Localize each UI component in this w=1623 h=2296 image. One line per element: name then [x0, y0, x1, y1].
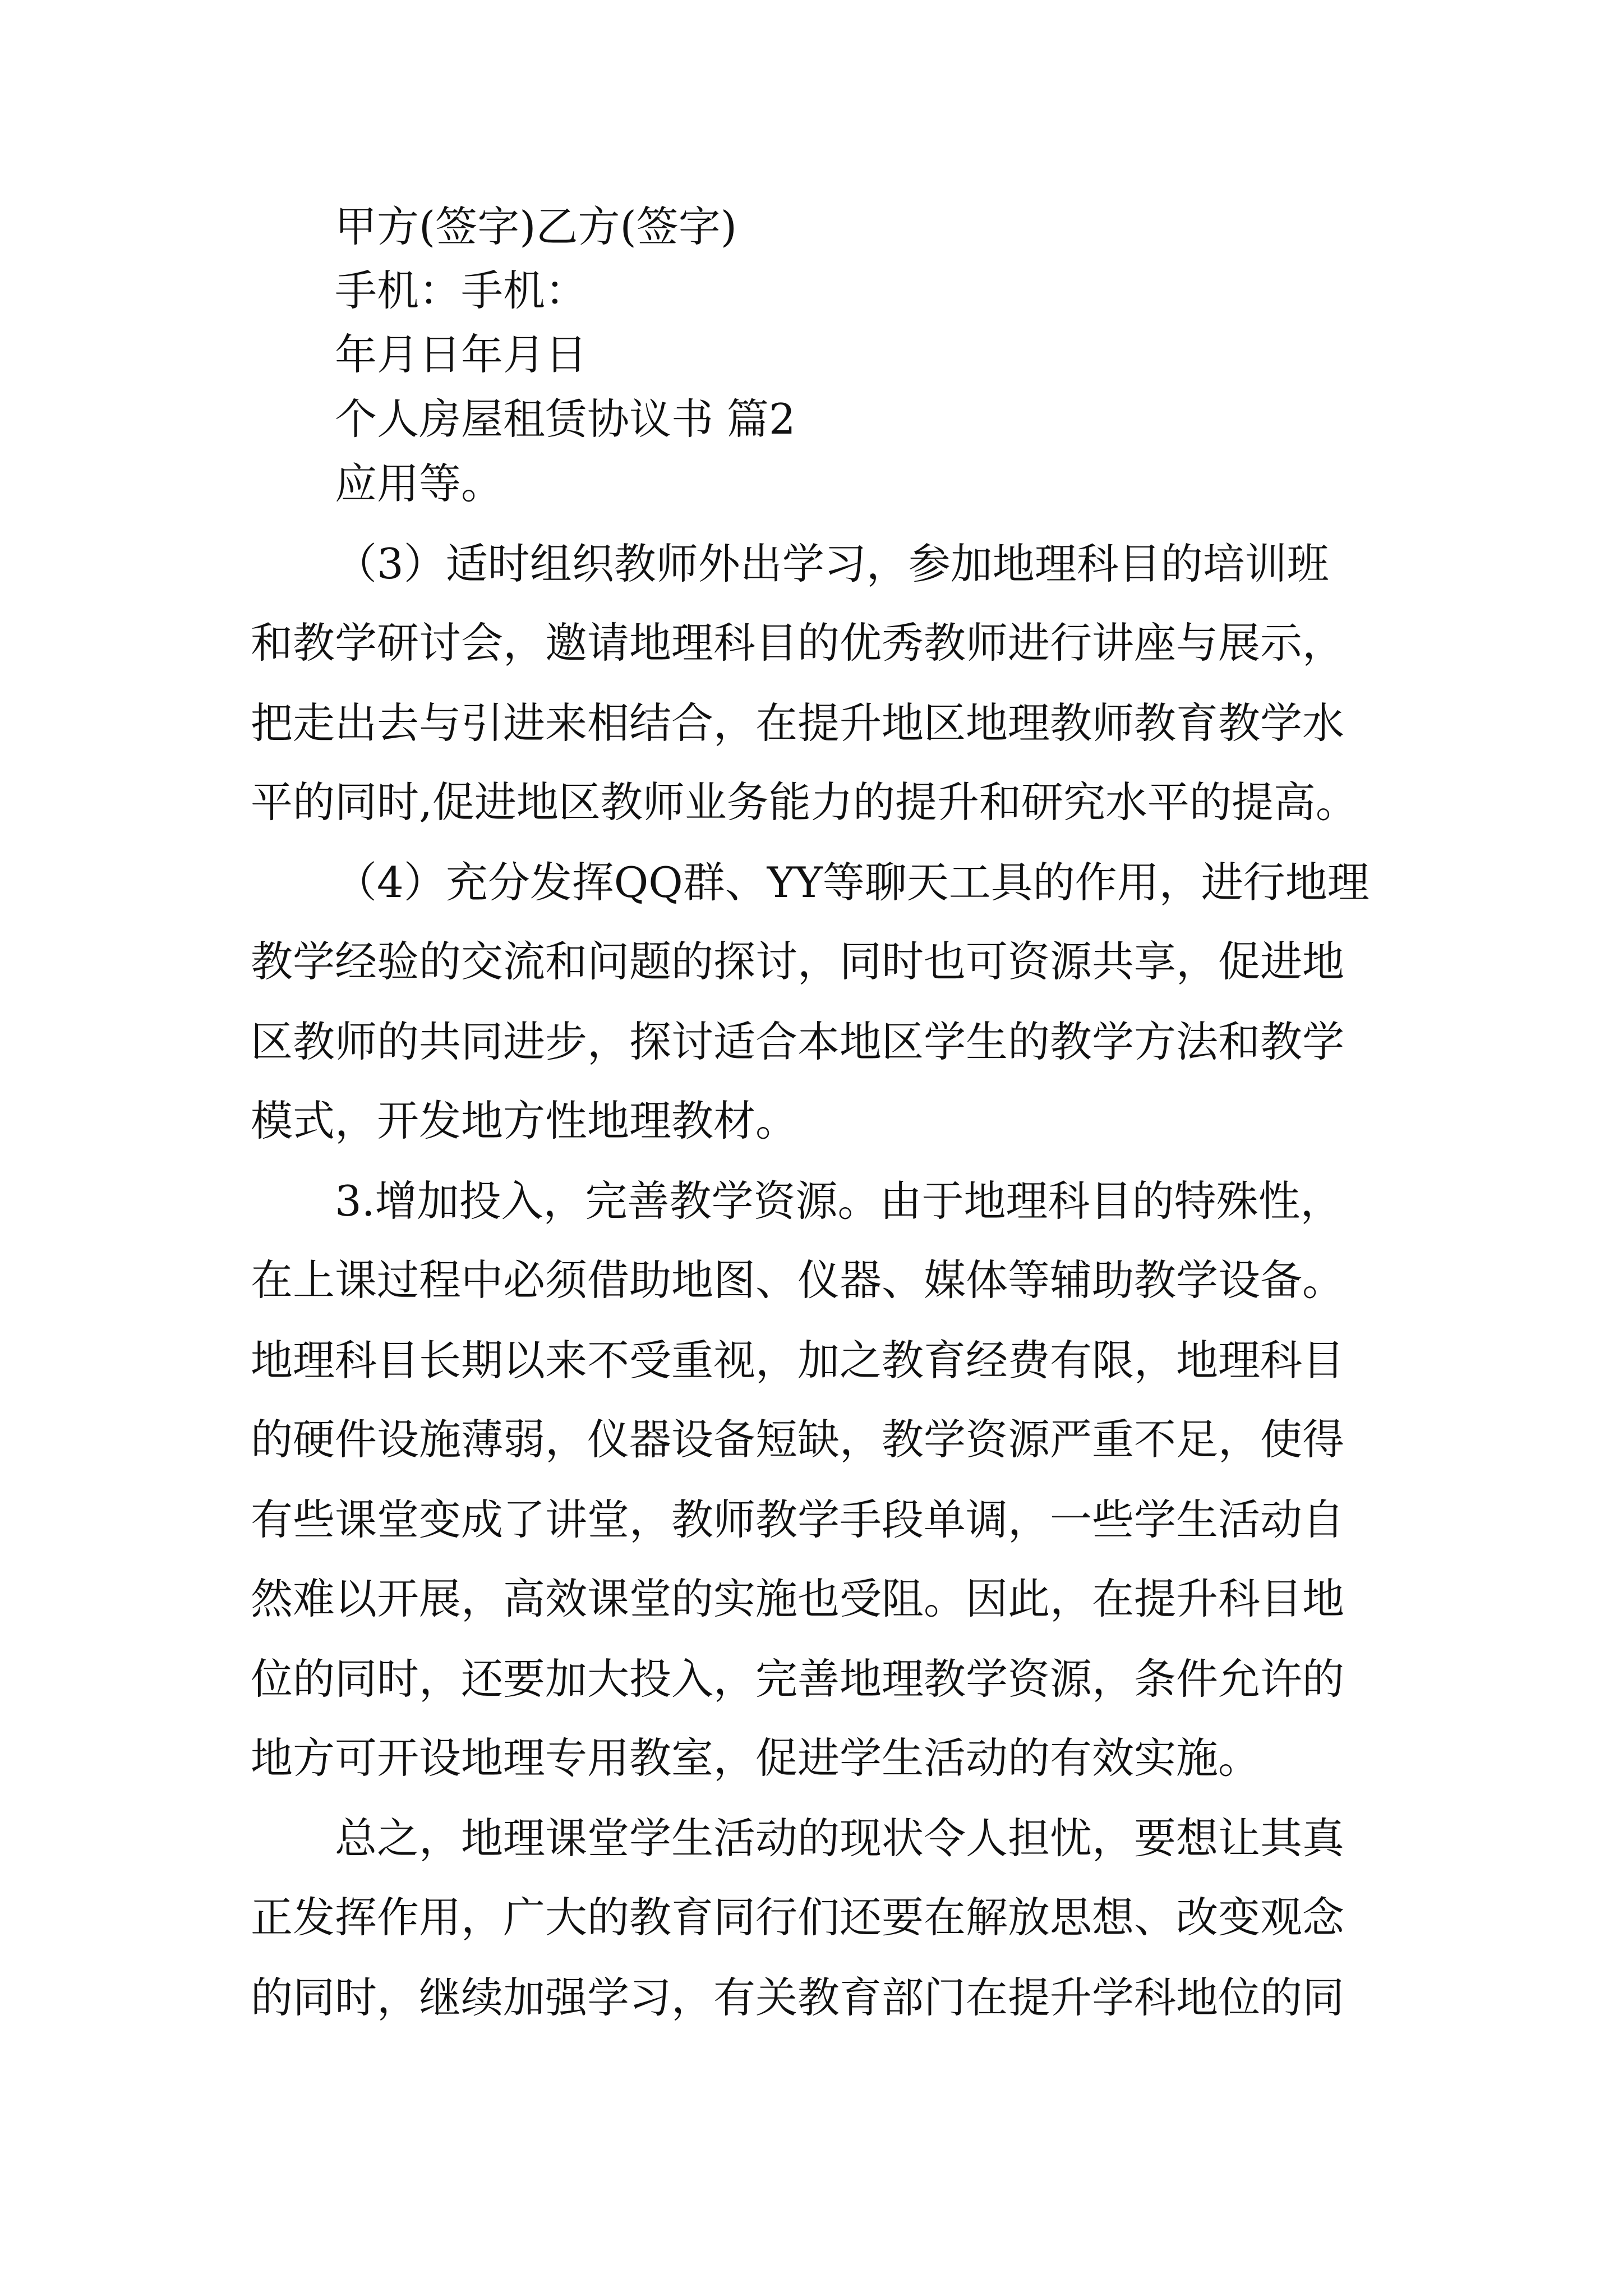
signature-line: 甲方(签字)乙方(签字) — [335, 202, 737, 251]
paragraph-line: 区教师的共同进步，探讨适合本地区学生的教学方法和教学 — [251, 1017, 1345, 1066]
paragraph-line: 3.增加投入，完善教学资源。由于地理科目的特殊性， — [335, 1176, 1343, 1226]
phone-line: 手机：手机： — [335, 266, 588, 315]
paragraph-line: 有些课堂变成了讲堂，教师教学手段单调，一些学生活动自 — [251, 1495, 1345, 1544]
paragraph-line: 地方可开设地理专用教室，促进学生活动的有效实施。 — [251, 1733, 1261, 1783]
section-title: 个人房屋租赁协议书 篇2 — [335, 394, 796, 444]
paragraph-line: 的硬件设施薄弱，仪器设备短缺，教学资源严重不足，使得 — [251, 1415, 1345, 1464]
paragraph-line: 位的同时，还要加大投入，完善地理教学资源，条件允许的 — [251, 1654, 1345, 1704]
paragraph-line: 的同时，继续加强学习，有关教育部门在提升学科地位的同 — [251, 1973, 1345, 2022]
paragraph-line: 总之，地理课堂学生活动的现状令人担忧，要想让其真 — [335, 1814, 1345, 1863]
paragraph-line: 地理科目长期以来不受重视，加之教育经费有限，地理科目 — [251, 1336, 1345, 1385]
paragraph-line: 模式，开发地方性地理教材。 — [251, 1096, 798, 1145]
paragraph-line: 然难以开展，高效课堂的实施也受阻。因此，在提升科目地 — [251, 1574, 1345, 1623]
paragraph-line: 和教学研讨会，邀请地理科目的优秀教师进行讲座与展示， — [251, 618, 1345, 668]
date-line: 年月日年月日 — [335, 330, 588, 379]
paragraph-line: 在上课过程中必须借助地图、仪器、媒体等辅助教学设备。 — [251, 1255, 1345, 1305]
paragraph-line: 平的同时,促进地区教师业务能力的提升和研究水平的提高。 — [251, 777, 1358, 827]
text-line: 应用等。 — [335, 459, 504, 508]
paragraph-line: （4）充分发挥QQ群、YY等聊天工具的作用，进行地理 — [335, 858, 1370, 907]
paragraph-line: 教学经验的交流和问题的探讨，同时也可资源共享，促进地 — [251, 937, 1345, 986]
paragraph-line: 正发挥作用，广大的教育同行们还要在解放思想、改变观念 — [251, 1893, 1345, 1942]
paragraph-line: （3）适时组织教师外出学习，参加地理科目的培训班 — [335, 539, 1329, 588]
paragraph-line: 把走出去与引进来相结合，在提升地区地理教师教育教学水 — [251, 698, 1345, 748]
